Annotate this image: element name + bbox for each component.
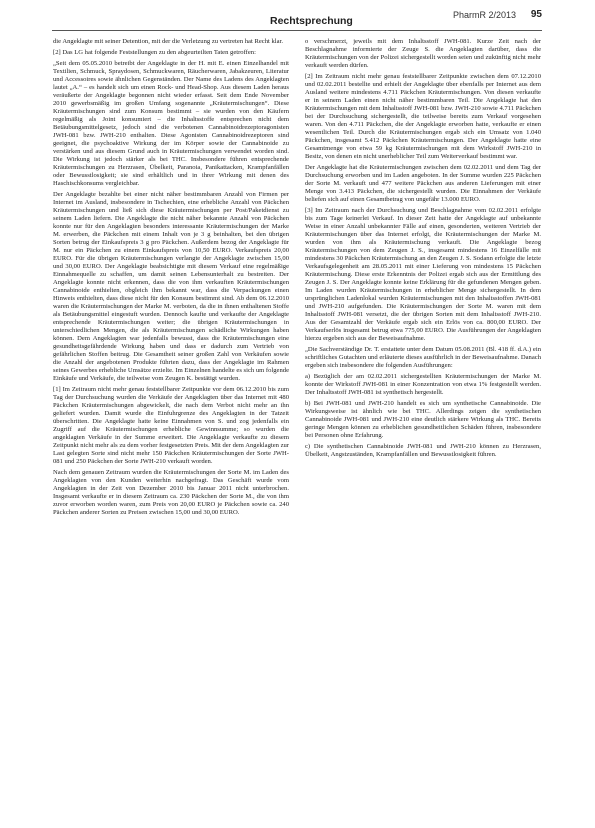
paragraph: [2] Im Zeitraum nicht mehr genau feststellbarer Zeitpunkte zwischen dem 07.12.2010 und 02.02.2011 bestellte und erhielt der Angeklagte über ebenfalls per Internet aus dem Ausland weitere mindestens 4.711 Päckchen Kräutermischungen. Von diesen verkaufte er in seinem Laden einen nicht näher bestimmbaren Teil. Die Angeklagte hat den Kräutermischungen mit dem Inhaltsstoff JWH-081 bzw. JWH-210 sowie 4.711 Päckchen bei der Durchsuchung sichergestellt, die teilweise bereits zum Verkauf vorgesehen waren. Von den 4.711 Päckchen, die der Angeklagte erworben hatte, verkaufte er einen wesentlichen Teil. Durch die Kräutermischungen ergab sich ein Umsatz von 1.040 Päckchen, insgesamt 5.412 Päckchen Kräutermischungen. Der Angeklagte hatte eine Gesamtmenge von etwa 59 kg Kräutermischungen mit dem Wirkstoff JWH-210 in Besitz, von denen ein nicht unerheblicher Teil zum Weiterverkauf bestimmt war. [305,73,541,160]
left-column [53,38,289,520]
paragraph: c) Die synthetischen Cannabinoide JWH-081 und JWH-210 können zu Herzrasen, Übelkeit, Angstzuständen, Krampfanfällen und Bewusstlosigkeit führen. [305,443,541,458]
paragraph: „Die Sachverständige Dr. T. erstattete unter dem Datum 05.08.2011 (Bl. 418 ff. d.A.) ein schriftliches Gutachten und erläuterte dieses ausführlich in der Beweisaufnahme. Danach ergeben sich insbesondere die folgenden Ausführungen: [305,346,541,369]
paragraph: o verschmerzt, jeweils mit dem Inhaltsstoff JWH-081. Kurze Zeit nach der Beschlagnahme informierte der Zeuge S. die Angeklagten darüber, dass die Kräutermischungen von der Polizei sichergestellt worden seien und zukünftig nicht mehr verkauft werden dürfen. [305,38,541,69]
page-number: 95 [530,9,542,20]
paragraph: Nach dem genauen Zeitraum wurden die Kräutermischungen der Sorte M. im Laden des Angeklagten von den Kunden weiterhin nachgefragt. Das Geschäft wurde vom Angeklagten in der Zeit von Dezember 2010 bis Januar 2011 nicht unterbrochen. Insgesamt verkaufte er in diesem Zeitraum ca. 230 Päckchen der Sorte M., die von ihm zuvor erworben worden waren, zum Preis von 20,00 EURO je Päckchen sowie ca. 240 Päckchen anderer Sorten zu Preisen zwischen 15,00 und 30,00 EURO. [53,469,289,516]
journal-reference: PharmR 2/2013 [452,10,516,20]
page-header [52,6,542,36]
paragraph: die Angeklagte mit seiner Detention, mit der die Verletzung zu vertreten hat Recht klar. [53,38,284,45]
paragraph: „Seit dem 05.05.2010 betreibt der Angeklagte in der H. mit E. einen Einzelhandel mit Textilien, Schmuck, Spraydosen, Schmuckwaren, Räucherwaren, Jabakzeuren, Literatur und Accessoires sowie ähnlichen Gegenständen. Der Name des Ladens des Angeklagten lautet „A.“ – es handelt sich um einen Rock- und Head-Shop. Aus diesem Laden heraus veräußerte der Angeklagte begonnen nicht wieder erfasst. Seit dem Ende November 2010 gewerbsmäßig im großen Umfang sogenannte „Kräutermischungen“. Diese Kräutermischungen sind zum Konsum bestimmt – sie wurden von den Käufern regelmäßig als Joint konsumiert – die Inhaltsstoffe entsprechen nicht dem Betäubungsmittelgesetz, jedoch sind die verbotenen Cannabinoidrezeptoragonisten JWH-081 bzw. JWH-210 enthalten. Diese Agonisten Cannabinoidrezeptoren sind geeignet, die psychoaktive Wirkung der im Körper sowie der Cannabinoide zu verstärken und aus diesem Grund auch in Kräutermischungen verwendet worden sind. Die Wirkung ist jedoch stärker als bei THC. Insbesondere führen entsprechende Kräutermischungen zu Herzrasen, Übelkeit, Paranoia, Panikattacken, Krampfanfällen oder Bewusstlosigkeit; sie sind erhältlich und in ihrer Wirkung mit denen des Haschischkonsums vergleichbar. [53,60,289,187]
paragraph: a) Bezüglich der am 02.02.2011 sichergestellten Kräutermischungen der Marke M. konnte der Wirkstoff JWH-081 in einer Konzentration von etwa 1% festgestellt werden. Der Inhaltsstoff JWH-081 ist synthetisch hergestellt. [305,373,541,396]
paragraph: Der Angeklagte hat die Kräutermischungen zwischen dem 02.02.2011 und dem Tag der Durchsuchung erworben und im Laden angeboten. In der Summe wurden 225 Päckchen der Sorte M. verkauft und 477 weitere Päckchen aus anderen Lieferungen mit einer Menge von 3.413 Päckchen, die sichergestellt wurden. Die Einnahmen der Verkäufe beliefen sich auf einen Gesamtbetrag von ungefähr 13.000 EURO. [305,164,541,203]
header-rule [52,30,542,31]
section-title: Rechtsprechung [270,15,353,27]
paragraph: [3] Im Zeitraum nach der Durchsuchung und Beschlagnahme vom 02.02.2011 erfolgte bis zum Tage keinerlei Verkauf. In dieser Zeit hatte der Angeklagte auf unbekannte Weise in einer Anzahl unbekannter Fälle auf einen, gesonderten, weiteren Vertrieb der Kräutermischungen über das Internet erfolgt, die Kräutermischungen der Marke M. wurden von ihm als Kräutermischung verkauft. Die Angeklagte bezog Kräutermischungen von dem Zeugen J. S., insgesamt mindestens 16 Einzelfälle mit mindestens 30 Päckchen Kräutermischung an den Zeugen J. S. Sodann erfolgte die letzte Verkaufsgelegenheit am 28.05.2011 mit einer Lieferung von mindestens 15 Päckchen Kräutermischung. Diese erste Erkenntnis der Polizei ergab sich aus der Ermittlung des Zeugen J. S. Der Angeklagte konnte keine Erklärung für die gefundenen Mengen geben. Im Laden wurden Kräutermischungen in erheblicher Menge sichergestellt. In dem ursprünglichen Ladenlokal wurden Kräutermischungen mit den Inhaltsstoffen JWH-081 und JWH-210 aufgefunden. Die Kräutermischungen der Sorte M. waren mit dem Inhaltsstoff JWH-081 versetzt, die der übrigen Sorten mit dem Inhaltsstoff JWH-210. Aus der Gesamtzahl der Verkäufe ergab sich ein Erlös von ca. 800,00 EURO. Der Verkaufserlös insgesamt betrug etwa 775,00 EURO. Die Ausführungen der Angeklagten hierzu ergeben sich aus der Beweisaufnahme. [305,207,541,342]
paragraph: [2] Das LG hat folgende Feststellungen zu den abgeurteilten Taten getroffen: [53,49,256,56]
paragraph: b) Bei JWH-081 und JWH-210 handelt es sich um synthetische Cannabinoide. Die Wirkungsweise ist ähnlich wie bei THC. Allerdings zeigen die synthetischen Cannabinoide JWH-081 und JWH-210 eine deutlich stärkere Wirkung als THC. Bereits geringe Mengen können zu erheblichen gesundheitlichen Schäden führen, insbesondere bei Personen ohne Erfahrung. [305,400,541,439]
paragraph: [1] Im Zeitraum nicht mehr genau feststellbarer Zeitpunkte vor dem 06.12.2010 bis zum Tag der Durchsuchung wurden die Verkäufe der Angeklagten über das Internet mit 480 Päckchen Kräutermischungen abgewickelt, die nach dem Verbot nicht mehr an ihn geliefert wurden. Damit wurde die Einfuhrgrenze des Angeklagten in der Tatzeit überschritten. Die Angeklagte hatte keine Einnahmen von S. und zog jedenfalls ein Zugriff auf die Kräutermischungen erhebliche Gewinnsumme; so wurden die angeklagten Verkäufe in der Summe erweitert. Die Angeklagte verkaufte zu diesem Zeitpunkt nicht mehr als zu dem vorher festgesetzten Preis. Mit der dem Angeklagten zur Last gelegten Sorte sind nicht mehr 150 Päckchen Kräutermischungen der Sorte JWH-081 und 250 Päckchen der Sorte JWH-210 verkauft worden. [53,386,289,465]
paragraph: Der Angeklagte bezahlte bei einer nicht näher bestimmbaren Anzahl von Firmen per Internet im Ausland, insbesondere in Tschechien, eine erhebliche Anzahl von Päckchen Kräutermischungen und ließ sich diese Kräutermischungen per Post/Paketdienst zu seinem Laden liefern. Die Angeklagte die nicht näher bekannte Anzahl von Päckchen konnte nur für den Angeklagten besonders interessante Kräutermischungen der Marke M. erwerben, die Päckchen mit einem Inhalt von je 3 g beinhalten, bei den übrigen Sorten betrug der Einkaufspreis 3 g pro Päckchen. Außerdem bezog der Angeklagte für M. nur ein Päckchen zu einem Einkaufspreis von 10,50 EURO. Verkaufspreis 20,00 EURO. Für die übrigen Kräutermischungen verlangte der Angeklagte zwischen 15,00 und 30,00 EURO. Der Angeklagte beabsichtigte mit diesem Verkauf eine regelmäßige Einnahmequelle zu schaffen, um damit seinen Lebensunterhalt zu bestreiten. Der Angeklagte konnte nicht erkennen, dass die von ihm verkauften Kräutermischungen Cannabinoide enthielten, obgleich ihm bekannt war, dass die Verpackungen einen Hinweis enthielten, dass diese nicht für den Konsum bestimmt sind. Ab dem 06.12.2010 waren die Kräutermischungen der Marke M. verboten, da die in ihnen enthaltenen Stoffe als Betäubungsmittel eingestuft wurden. Dennoch kaufte und verkaufte der Angeklagte entsprechende Kräutermischungen weiter; die übrigen Kräutermischungen in unterschiedlichen Mengen, die als Kräutermischungen schädliche Wirkungen haben können. Dem Angeklagten war jedenfalls bewusst, dass die Kräutermischungen eine gesundheitsgefährdende Wirkung haben und dass er dadurch zum Vertrieb von gefährlichen Stoffen beitrug. Die Gesamtheit seiner großen Zahl von Verkäufen sowie die Anzahl der angebotenen Produkte führten dazu, dass der Angeklagte im Rahmen seines Gewerbes erhebliche Umsätze erzielte. Im Einzelnen handelte es sich um folgende Einkäufe und Verkäufe, die teilweise vom Zeugen K. bestätigt wurden. [53,191,289,382]
right-column [305,38,541,462]
